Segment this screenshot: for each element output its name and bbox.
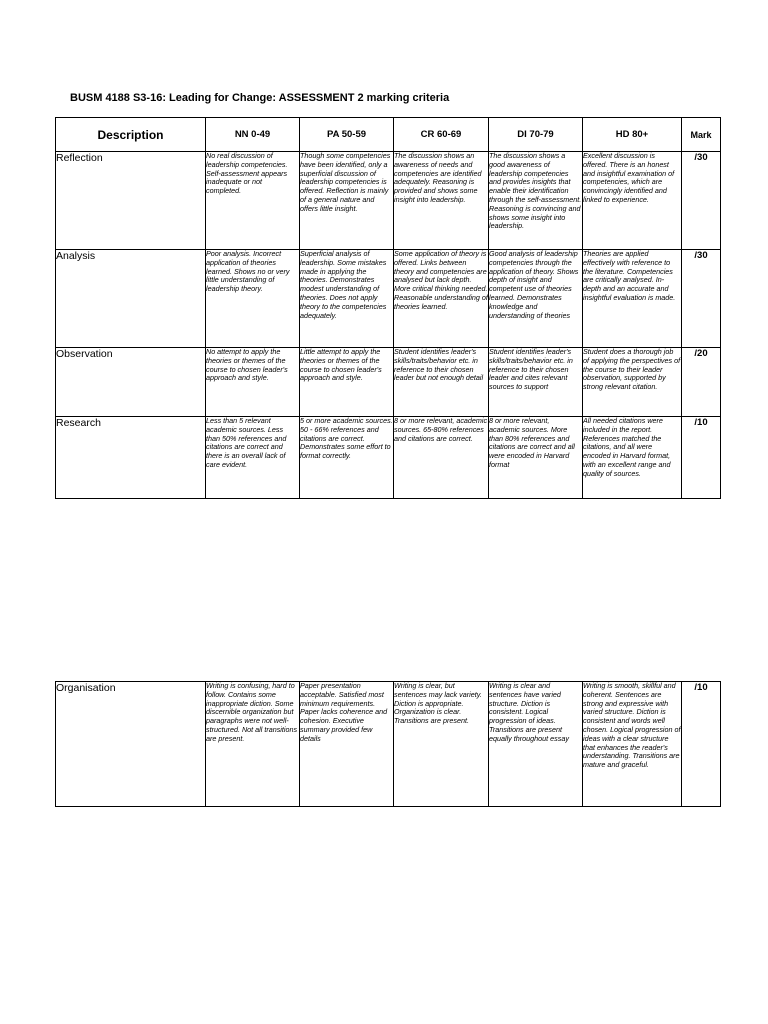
- table-row-reflection: [56, 152, 721, 250]
- descriptor-di: Writing is clear and sentences have varied structure. Diction is consistent. Logical progression of ideas. Transitions are present equally throughout essay: [489, 682, 583, 807]
- table-row-organisation: [56, 682, 721, 807]
- header-mark: Mark: [682, 118, 721, 152]
- descriptor-pa: 5 or more academic sources. 50 - 66% references and citations are correct. Demonstrates some effort to format correctly.: [300, 417, 394, 499]
- mark-value: /10: [682, 417, 721, 499]
- descriptor-cr: Some application of theory is offered. Links between theory and competencies are analysed but lack depth. More critical thinking needed. Reasonable understanding of theories learned.: [394, 250, 489, 348]
- header-pa: PA 50-59: [300, 118, 394, 152]
- descriptor-cr: 8 or more relevant, academic sources. 65-80% references and citations are correct.: [394, 417, 489, 499]
- criterion-label: Observation: [56, 348, 206, 417]
- descriptor-di: Student identifies leader's skills/traits/behavior etc. in reference to their chosen leader and cites relevant sources to support: [489, 348, 583, 417]
- descriptor-pa: Paper presentation acceptable. Satisfied most minimum requirements. Paper lacks coherence and cohesion. Executive summary provided few details: [300, 682, 394, 807]
- descriptor-cr: Student identifies leader's skills/traits/behavior etc. in reference to their chosen leader but not enough detail: [394, 348, 489, 417]
- descriptor-nn: Poor analysis. Incorrect application of theories learned. Shows no or very little understanding of leadership theory.: [206, 250, 300, 348]
- header-nn: NN 0-49: [206, 118, 300, 152]
- descriptor-hd: Student does a thorough job of applying the perspectives of the course to their leader observation, supported by strong relevant citation.: [583, 348, 682, 417]
- descriptor-pa: Superficial analysis of leadership. Some mistakes made in applying the theories. Demonstrates modest understanding of theories. Does not apply theory to the competencies adequately.: [300, 250, 394, 348]
- descriptor-hd: Excellent discussion is offered. There is an honest and insightful examination of competencies, which are convincingly identified and linked to experience.: [583, 152, 682, 250]
- descriptor-nn: Less than 5 relevant academic sources. Less than 50% references and citations are correct and there is an overall lack of care evident.: [206, 417, 300, 499]
- table-row-observation: [56, 348, 721, 417]
- mark-value: /20: [682, 348, 721, 417]
- criterion-label: Research: [56, 417, 206, 499]
- descriptor-cr: Writing is clear, but sentences may lack variety. Diction is appropriate. Organization is clear. Transitions are present.: [394, 682, 489, 807]
- mark-value: /30: [682, 152, 721, 250]
- table-row-research: [56, 417, 721, 499]
- descriptor-cr: The discussion shows an awareness of needs and competencies are identified adequately. Reasoning is provided and shows some insight into leadership.: [394, 152, 489, 250]
- descriptor-pa: Though some competencies have been identified, only a superficial discussion of leadership competencies is offered. Reflection is mainly of a general nature and offers little insight.: [300, 152, 394, 250]
- descriptor-hd: Theories are applied effectively with reference to the literature. Competencies are critically analysed. In-depth and an accurate and insightful evaluation is made.: [583, 250, 682, 348]
- marking-criteria-table: [55, 117, 721, 499]
- descriptor-di: Good analysis of leadership competencies through the application of theory. Shows depth of insight and competent use of theories learned. Demonstrates knowledge and understanding of theories: [489, 250, 583, 348]
- header-di: DI 70-79: [489, 118, 583, 152]
- descriptor-nn: Writing is confusing, hard to follow. Contains some inappropriate diction. Some discernible organization but paragraphs were not well-structured. Not all transitions are present.: [206, 682, 300, 807]
- header-hd: HD 80+: [583, 118, 682, 152]
- descriptor-hd: All needed citations were included in the report. References matched the citations, and all were encoded in Harvard format, with an excellent range and quality of sources.: [583, 417, 682, 499]
- table-row-analysis: [56, 250, 721, 348]
- descriptor-hd: Writing is smooth, skillful and coherent. Sentences are strong and expressive with varied structure. Diction is consistent and words well chosen. Logical progression of ideas with a clear structure that enhances the reader's understanding. Transitions are mature and graceful.: [583, 682, 682, 807]
- descriptor-di: 8 or more relevant, academic sources. More than 80% references and citations are correct and all were encoded in Harvard format: [489, 417, 583, 499]
- table-header-row: [56, 118, 721, 152]
- descriptor-nn: No real discussion of leadership competencies. Self-assessment appears inadequate or not completed.: [206, 152, 300, 250]
- mark-value: /10: [682, 682, 721, 807]
- criterion-label: Analysis: [56, 250, 206, 348]
- header-description: Description: [56, 118, 206, 152]
- descriptor-nn: No attempt to apply the theories or themes of the course to chosen leader's approach and style.: [206, 348, 300, 417]
- descriptor-di: The discussion shows a good awareness of leadership competencies and provides insights that enable their identification through the self-assessment. Reasoning is convincing and shows some insight into leadership.: [489, 152, 583, 250]
- header-cr: CR 60-69: [394, 118, 489, 152]
- marking-criteria-table-continued: [55, 681, 721, 807]
- document-title: BUSM 4188 S3-16: Leading for Change: ASSESSMENT 2 marking criteria: [70, 92, 450, 104]
- mark-value: /30: [682, 250, 721, 348]
- criterion-label: Organisation: [56, 682, 206, 807]
- descriptor-pa: Little attempt to apply the theories or themes of the course to chosen leader's approach and style.: [300, 348, 394, 417]
- criterion-label: Reflection: [56, 152, 206, 250]
